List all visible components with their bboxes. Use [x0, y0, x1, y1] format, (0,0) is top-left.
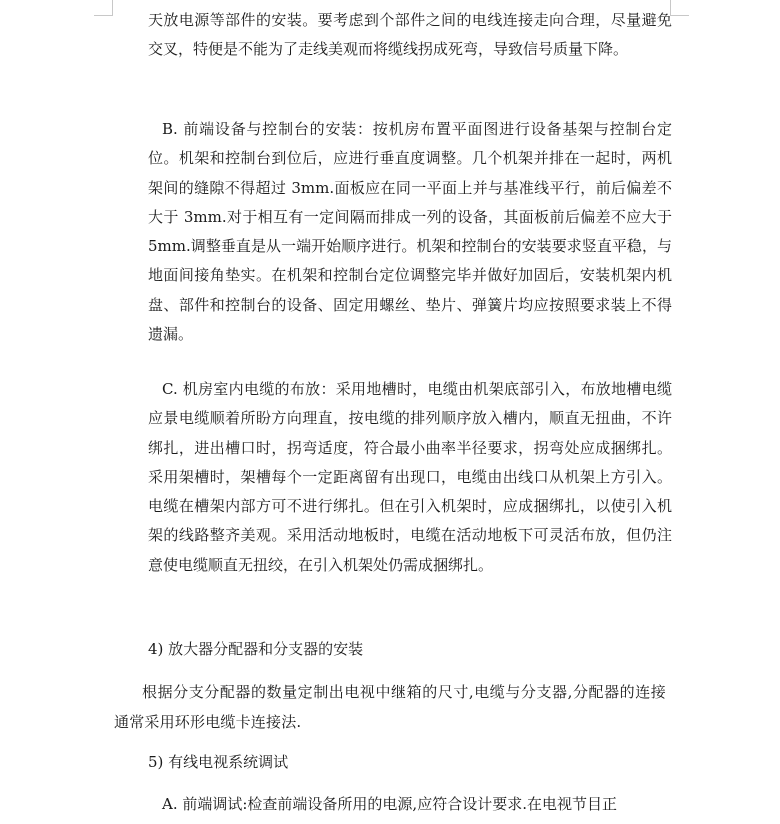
paragraph-b-equipment-installation: B. 前端设备与控制台的安装：按机房布置平面图进行设备基架与控制台定位。机架和控制台到位后，应进行垂直度调整。几个机架并排在一起时，两机架间的缝隙不得超过 3mm.面板应在同一平面上并与基准线平行，前后偏差不大于 3mm.对于相互有一定间隔而排成一列的设备，其面板前后偏差不应大于 5mm.调整垂直是从一端开始顺序进行。机架和控制台的安装要求竖直平稳，与地面间接角垫实。在机架和控制台定位调整完毕并做好加固后，安装机架内机盘、部件和控制台的设备、固定用螺丝、垫片、弹簧片均应按照要求装上不得遗漏。 [148, 120, 672, 344]
paragraph-section-4: 根据分支分配器的数量定制出电视中继箱的尺寸,电缆与分支器,分配器的连接通常采用环形电缆卡连接法. [114, 683, 666, 731]
paragraph-c-cable-routing: C. 机房室内电缆的布放：采用地槽时，电缆由机架底部引入，布放地槽电缆应景电缆顺着所盼方向理直，按电缆的排列顺序放入槽内，顺直无扭曲，不许绑扎，进出槽口时，拐弯适度，符合最小曲率半径要求，拐弯处应成捆绑扎。采用架槽时，架槽每个一定距离留有出现口，电缆由出线口从机架上方引入。电缆在槽架内部方可不进行绑扎。但在引入机架时，应成捆绑扎，以使引入机架的线路整齐美观。采用活动地板时，电缆在活动地板下可灵活布放，但仍注意使电缆顺直无扭绞，在引入机架处仍需成捆绑扎。 [148, 380, 672, 574]
margin-corner-mark [94, 15, 112, 16]
margin-corner-mark [671, 15, 689, 16]
paragraph-intro: 天放电源等部件的安装。要考虑到个部件之间的电线连接走向合理，尽量避免交叉，特便是不能为了走线美观而将缆线拐成死弯，导致信号质量下降。 [148, 11, 672, 59]
section-heading-5: 5) 有线电视系统调试 [148, 753, 289, 771]
margin-corner-mark [112, 0, 113, 16]
section-heading-4: 4) 放大器分配器和分支器的安装 [148, 640, 364, 658]
paragraph-5a-frontend-debug: A. 前端调试:检查前端设备所用的电源,应符合设计要求.在电视节目正 [162, 795, 617, 813]
